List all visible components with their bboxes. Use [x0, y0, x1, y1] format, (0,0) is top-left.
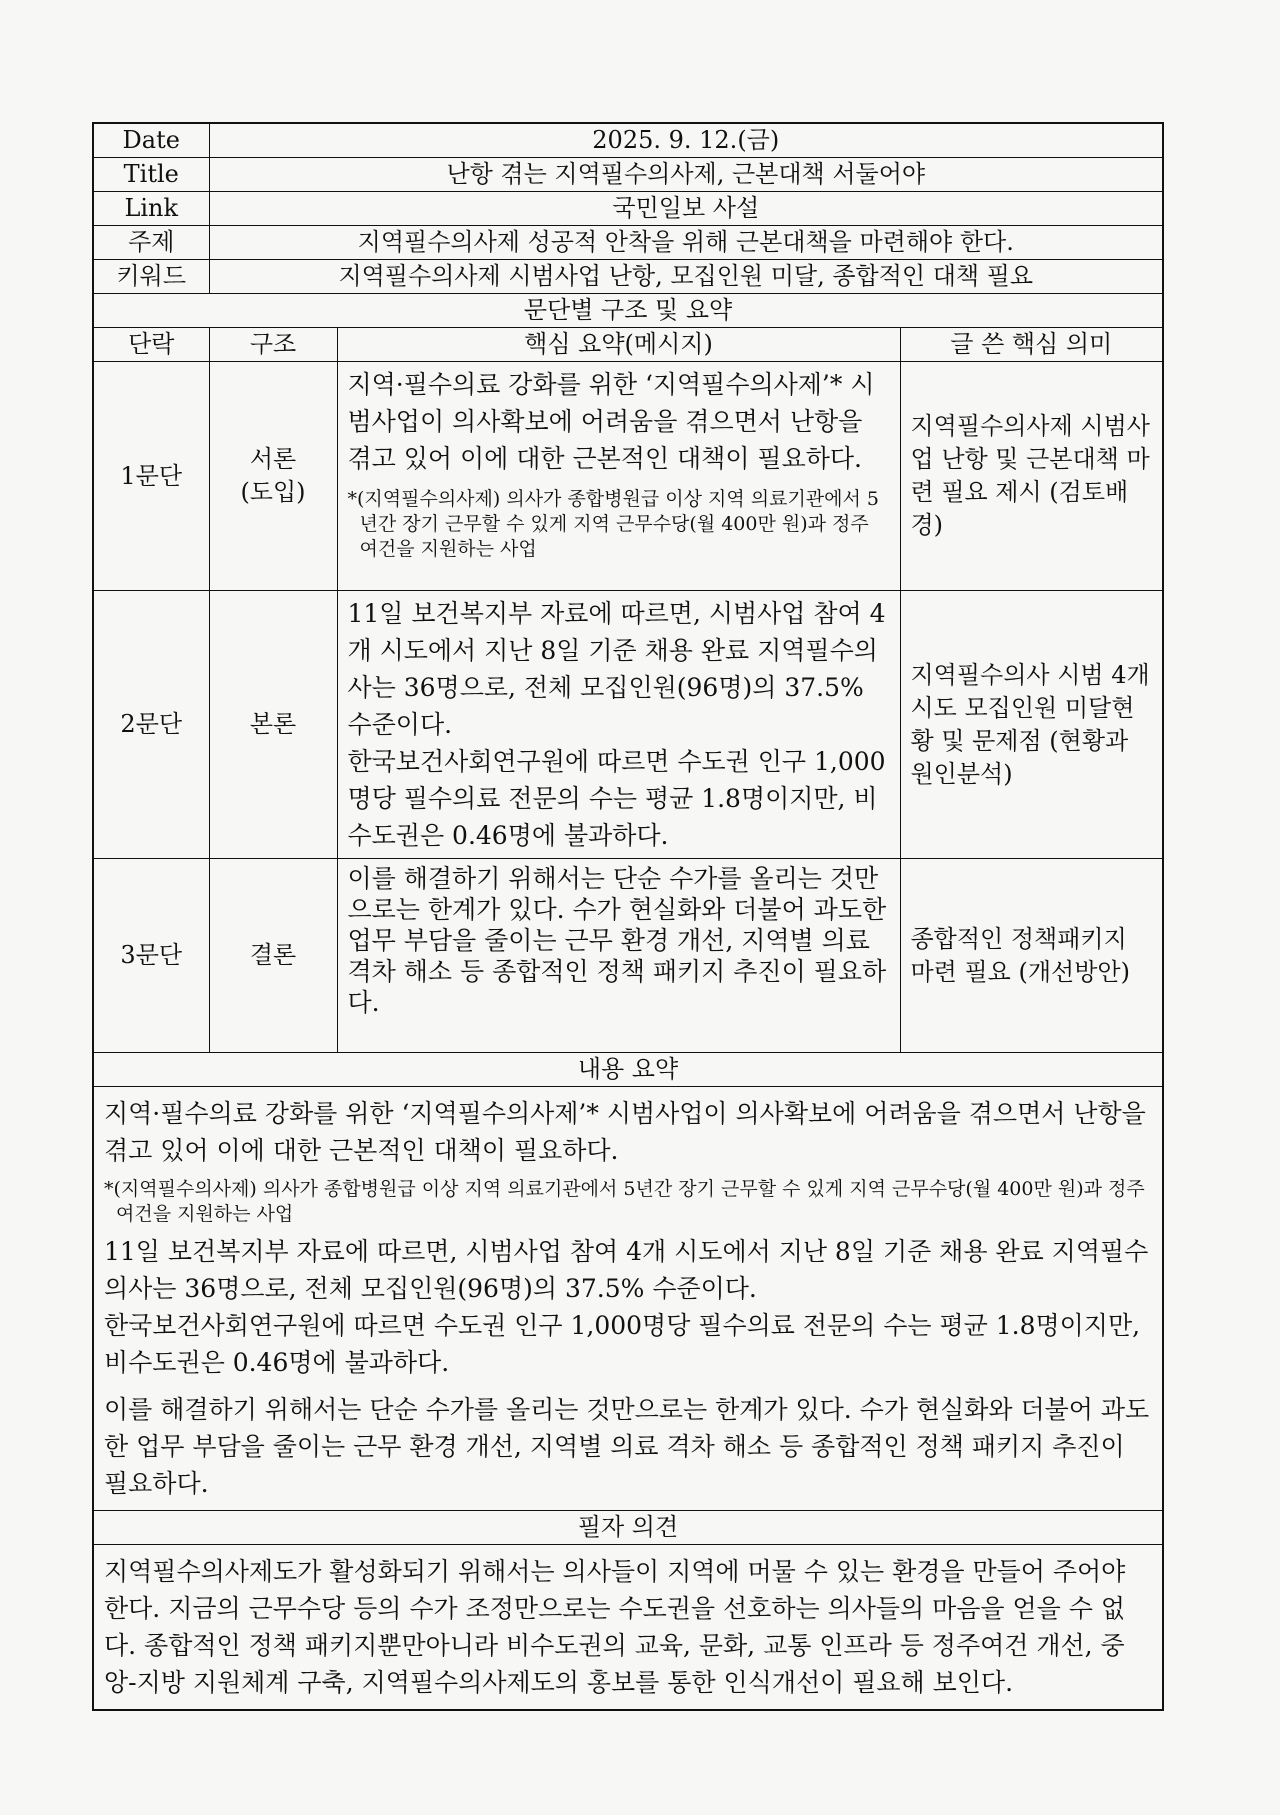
paragraph-summary	[337, 362, 900, 591]
content-summary-p3: 한국보건사회연구원에 따르면 수도권 인구 1,000명당 필수의료 전문의 수는 평균 1.8명이지만, 비수도권은 0.46명에 불과하다.	[104, 1311, 1141, 1377]
structure-section-header	[93, 294, 1163, 328]
paragraph-name: 1문단	[93, 362, 209, 591]
content-summary-header	[93, 1053, 1163, 1087]
summary-text: 한국보건사회연구원에 따르면 수도권 인구 1,000명당 필수의료 전문의 수는 평균 1.8명이지만, 비수도권은 0.46명에 불과하다.	[347, 747, 886, 850]
topic-row	[93, 226, 1163, 260]
paragraph-structure	[209, 591, 337, 859]
title-row	[93, 158, 1163, 192]
title-label: Title	[93, 158, 209, 192]
topic-label: 주제	[93, 226, 209, 260]
paragraph-summary	[337, 591, 900, 859]
date-value: 2025. 9. 12.(금)	[209, 123, 1163, 158]
structure-line: 서론	[249, 445, 297, 473]
col-paragraph: 단락	[93, 328, 209, 362]
opinion-row	[93, 1545, 1163, 1711]
keyword-row	[93, 260, 1163, 294]
date-row	[93, 123, 1163, 158]
col-meaning: 글 쓴 핵심 의미	[900, 328, 1163, 362]
structure-column-headers	[93, 328, 1163, 362]
summary-text: 11일 보건복지부 자료에 따르면, 시범사업 참여 4개 시도에서 지난 8일 기준 채용 완료 지역필수의사는 36명으로, 전체 모집인원(96명)의 37.5% 수준이다.	[347, 599, 886, 739]
topic-value: 지역필수의사제 성공적 안착을 위해 근본대책을 마련해야 한다.	[209, 226, 1163, 260]
col-structure: 구조	[209, 328, 337, 362]
paragraph-summary	[337, 859, 900, 1053]
content-summary-body	[93, 1087, 1163, 1511]
opinion-title: 필자 의견	[93, 1511, 1163, 1545]
paragraph-meaning: 종합적인 정책패키지 마련 필요 (개선방안)	[900, 859, 1163, 1053]
link-label: Link	[93, 192, 209, 226]
paragraph-structure	[209, 362, 337, 591]
paragraph-row-3	[93, 859, 1163, 1053]
content-summary-title: 내용 요약	[93, 1053, 1163, 1087]
paragraph-meaning: 지역필수의사제 시범사업 난항 및 근본대책 마련 필요 제시 (검토배경)	[900, 362, 1163, 591]
content-summary-note: *(지역필수의사제) 의사가 종합병원급 이상 지역 의료기관에서 5년간 장기 근무할 수 있게 지역 근무수당(월 400만 원)과 정주 여건을 지원하는 사업	[104, 1178, 1145, 1225]
structure-line: 본론	[249, 710, 297, 738]
summary-text: 이를 해결하기 위해서는 단순 수가를 올리는 것만으로는 한계가 있다. 수가 현실화와 더불어 과도한 업무 부담을 줄이는 근무 환경 개선, 지역별 의료 격차 해소 등 종합적인 정책 패키지 추진이 필요하다.	[347, 864, 887, 1017]
structure-line: (도입)	[240, 478, 306, 506]
keyword-value: 지역필수의사제 시범사업 난항, 모집인원 미달, 종합적인 대책 필요	[209, 260, 1163, 294]
summary-footnote: *(지역필수의사제) 의사가 종합병원급 이상 지역 의료기관에서 5년간 장기 근무할 수 있게 지역 근무수당(월 400만 원)과 정주 여건을 지원하는 사업	[347, 488, 880, 560]
paragraph-row-2	[93, 591, 1163, 859]
col-summary: 핵심 요약(메시지)	[337, 328, 900, 362]
link-value: 국민일보 사설	[209, 192, 1163, 226]
structure-section-title: 문단별 구조 및 요약	[93, 294, 1163, 328]
paragraph-name: 3문단	[93, 859, 209, 1053]
content-summary-p2: 11일 보건복지부 자료에 따르면, 시범사업 참여 4개 시도에서 지난 8일 기준 채용 완료 지역필수의사는 36명으로, 전체 모집인원(96명)의 37.5% 수준이다.	[104, 1237, 1149, 1303]
summary-text: 지역·필수의료 강화를 위한 ‘지역필수의사제’* 시범사업이 의사확보에 어려움을 겪으면서 난항을 겪고 있어 이에 대한 근본적인 대책이 필요하다.	[347, 370, 875, 473]
opinion-header	[93, 1511, 1163, 1545]
paragraph-meaning: 지역필수의사 시범 4개 시도 모집인원 미달현황 및 문제점 (현황과 원인분석)	[900, 591, 1163, 859]
paragraph-structure	[209, 859, 337, 1053]
link-row	[93, 192, 1163, 226]
document-sheet	[92, 122, 1162, 1711]
content-summary-p1: 지역·필수의료 강화를 위한 ‘지역필수의사제’* 시범사업이 의사확보에 어려움을 겪으면서 난항을 겪고 있어 이에 대한 근본적인 대책이 필요하다.	[104, 1099, 1146, 1165]
date-label: Date	[93, 123, 209, 158]
opinion-body	[93, 1545, 1163, 1711]
summary-table	[92, 122, 1164, 1711]
structure-line: 결론	[249, 941, 297, 969]
content-summary-row	[93, 1087, 1163, 1511]
keyword-label: 키워드	[93, 260, 209, 294]
opinion-text: 지역필수의사제도가 활성화되기 위해서는 의사들이 지역에 머물 수 있는 환경을 만들어 주어야 한다. 지금의 근무수당 등의 수가 조정만으로는 수도권을 선호하는 의사들의 마음을 얻을 수 없다. 종합적인 정책 패키지뿐만아니라 비수도권의 교육, 문화, 교통 인프라 등 정주여건 개선, 중앙-지방 지원체계 구축, 지역필수의사제도의 홍보를 통한 인식개선이 필요해 보인다.	[104, 1557, 1126, 1697]
title-value: 난항 겪는 지역필수의사제, 근본대책 서둘어야	[209, 158, 1163, 192]
paragraph-row-1	[93, 362, 1163, 591]
content-summary-p4: 이를 해결하기 위해서는 단순 수가를 올리는 것만으로는 한계가 있다. 수가 현실화와 더불어 과도한 업무 부담을 줄이는 근무 환경 개선, 지역별 의료 격차 해소 등 종합적인 정책 패키지 추진이 필요하다.	[104, 1395, 1150, 1498]
paragraph-name: 2문단	[93, 591, 209, 859]
